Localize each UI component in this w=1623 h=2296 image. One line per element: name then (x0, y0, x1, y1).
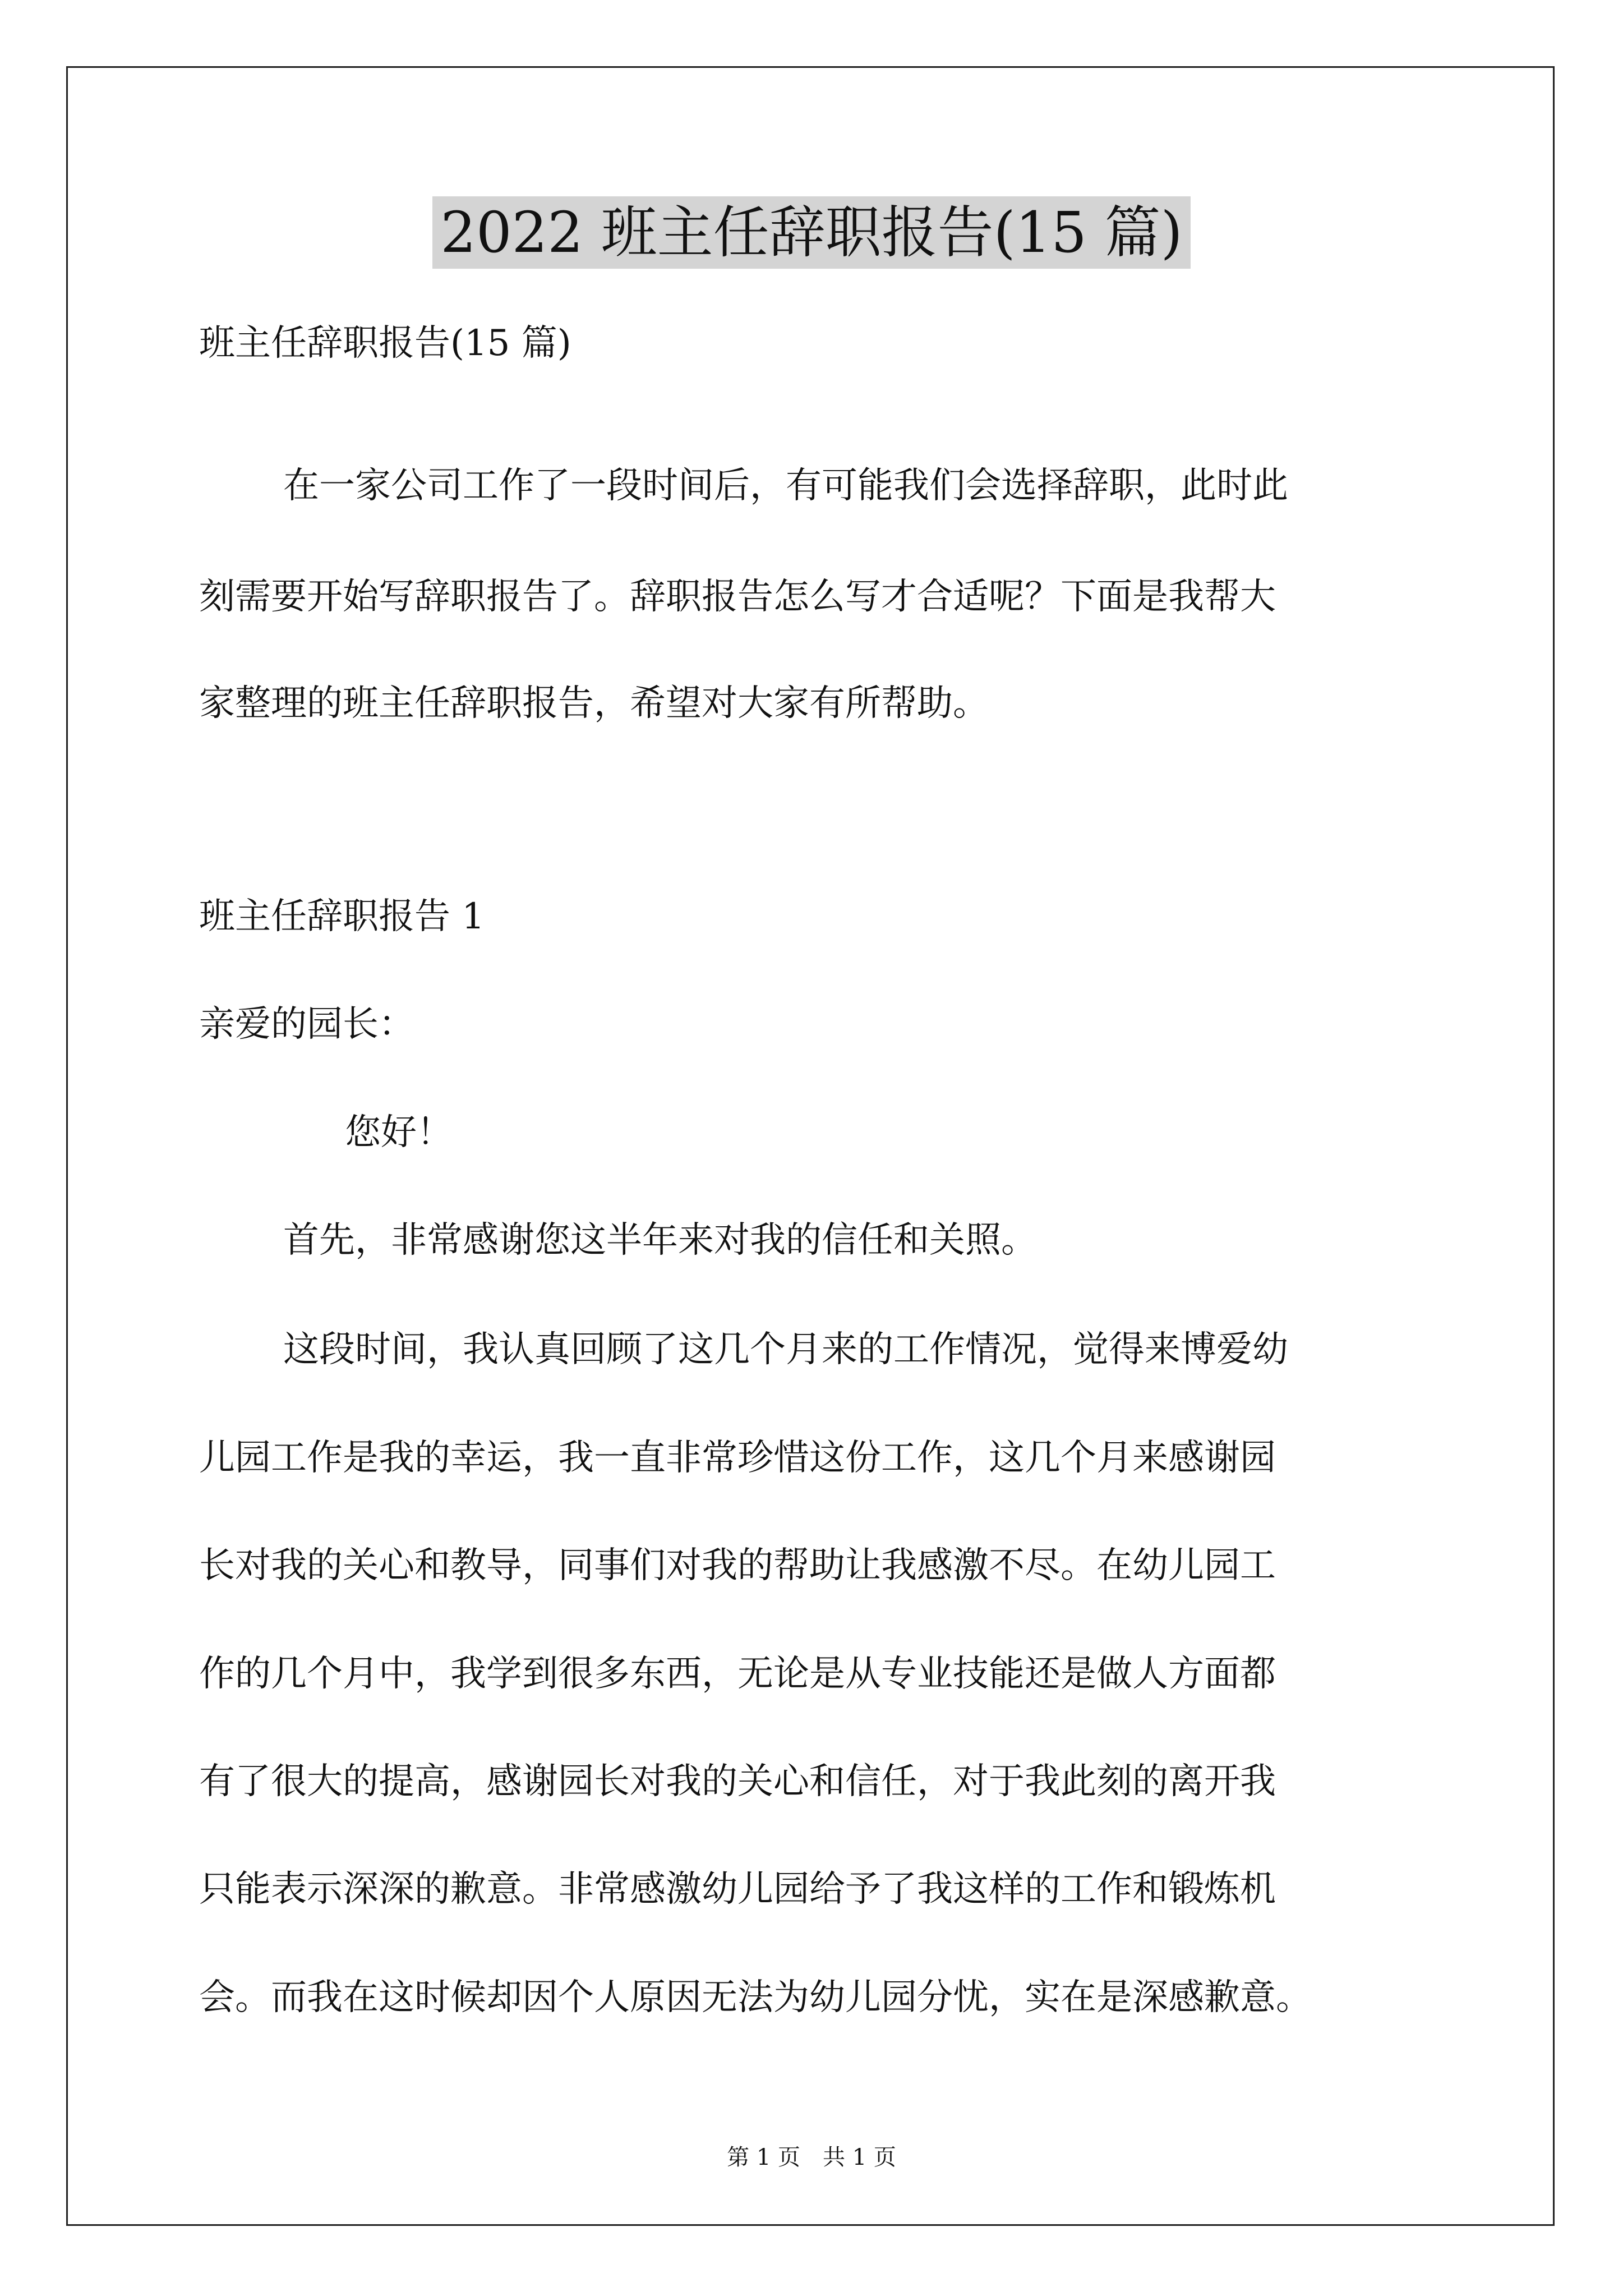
paragraph-2-line-3: 长对我的关心和教导，同事们对我的帮助让我感激不尽。在幼儿园工 (199, 1545, 1276, 1586)
paragraph-2-line-1: 这段时间，我认真回顾了这几个月来的工作情况，觉得来博爱幼 (283, 1329, 1288, 1370)
paragraph-2-line-4: 作的几个月中，我学到很多东西，无论是从专业技能还是做人方面都 (199, 1653, 1276, 1695)
paragraph-2-line-6: 只能表示深深的歉意。非常感激幼儿园给予了我这样的工作和锻炼机 (199, 1869, 1276, 1910)
subtitle: 班主任辞职报告(15 篇) (199, 323, 571, 364)
paragraph-2-line-5: 有了很大的提高，感谢园长对我的关心和信任，对于我此刻的离开我 (199, 1761, 1276, 1802)
intro-line-1: 在一家公司工作了一段时间后，有可能我们会选择辞职，此时此 (283, 465, 1288, 507)
title-highlight: 2022 班主任辞职报告(15 篇) (432, 196, 1190, 269)
paragraph-2-line-7: 会。而我在这时候却因个人原因无法为幼儿园分忧，实在是深感歉意。 (199, 1977, 1312, 2018)
intro-line-3: 家整理的班主任辞职报告，希望对大家有所帮助。 (199, 683, 989, 724)
section-heading: 班主任辞职报告 1 (199, 896, 485, 937)
salutation: 亲爱的园长： (199, 1004, 414, 1045)
page-footer: 第 1 页 共 1 页 (727, 2145, 896, 2170)
greeting: 您好！ (345, 1112, 453, 1153)
intro-line-2: 刻需要开始写辞职报告了。辞职报告怎么写才合适呢？下面是我帮大 (199, 576, 1276, 618)
paragraph-1: 首先，非常感谢您这半年来对我的信任和关照。 (283, 1220, 1037, 1261)
document-title (0, 194, 1623, 272)
paragraph-2-line-2: 儿园工作是我的幸运，我一直非常珍惜这份工作，这几个月来感谢园 (199, 1437, 1276, 1479)
